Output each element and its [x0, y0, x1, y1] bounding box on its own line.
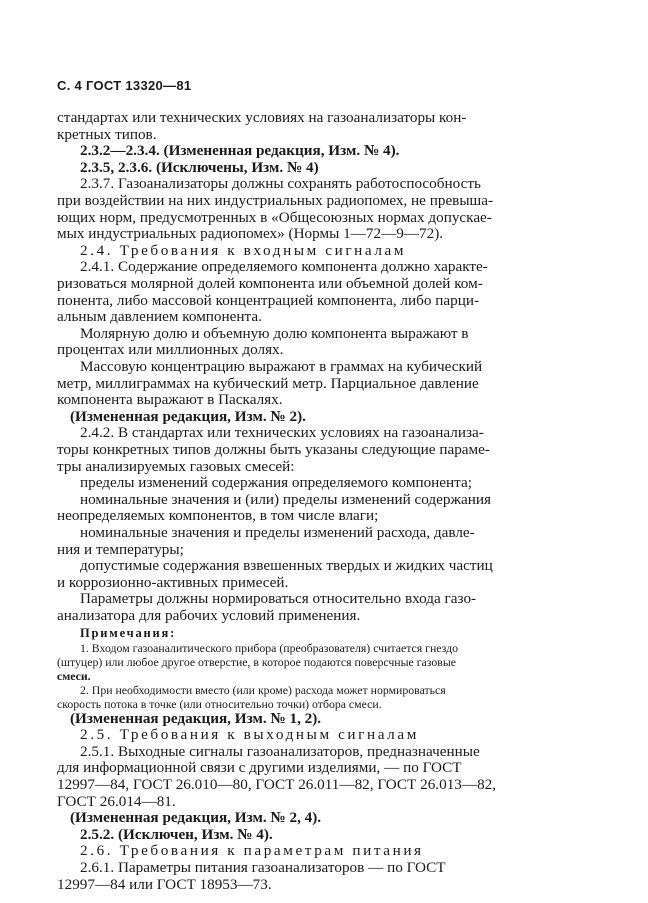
text-line: ГОСТ 26.014—81.: [57, 792, 176, 810]
text-line: неопределяемых компонентов, в том числе влаги;: [57, 507, 379, 525]
text-line: кретных типов.: [57, 125, 157, 143]
clause-2-6-1: 2.6.1. Параметры питания газоанализаторов — по ГОСТ: [80, 859, 446, 876]
amendment-note: 2.3.2—2.3.4. (Измененная редакция, Изм. № 4).: [80, 142, 400, 160]
text-line: понента, либо массовой концентрацией компонента, либо парци-: [57, 291, 480, 309]
clause-2-4-1: 2.4.1. Содержание определяемого компонента должно характе-: [80, 258, 488, 276]
note-item: (штуцер) или любое другое отверстие, в которое подаются поверсчные газовые: [57, 654, 457, 669]
note-item: 1. Входом газоаналитического прибора (преобразователя) считается гнездо: [80, 640, 458, 655]
clause-2-4-2: 2.4.2. В стандартах или технических условиях на газоанализа-: [80, 424, 484, 442]
text-line: Молярную долю и объемную долю компонента выражают в: [80, 324, 469, 342]
note-item: скорость потока в точке (или относительно точки) отбора смеси.: [57, 697, 382, 712]
text-line: торы конкретных типов должны быть указаны следующие параме-: [57, 441, 490, 458]
note-item: смеси.: [57, 669, 91, 683]
section-heading-power: 2.6. Требования к параметрам питания: [80, 842, 424, 860]
text-line: компонента выражают в Паскалях.: [57, 391, 283, 409]
text-line: ния и температуры;: [57, 540, 184, 558]
list-item: номинальные значения и (или) пределы изменений содержания: [80, 490, 491, 508]
note-item: 2. При необходимости вместо (или кроме) расхода может нормироваться: [80, 683, 446, 698]
clause-2-5-1: 2.5.1. Выходные сигналы газоанализаторов, предназначенные: [80, 742, 480, 760]
list-item: номинальные значения и пределы изменений расхода, давле-: [80, 524, 475, 541]
text-line: ющих норм, предусмотренных в «Общесоюзных нормах допускае-: [57, 208, 492, 226]
text-line: 12997—84 или ГОСТ 18953—73.: [57, 875, 272, 893]
text-line: процентах или миллионных долях.: [57, 341, 284, 359]
page-header: С. 4 ГОСТ 13320—81: [57, 78, 192, 93]
text-line: метр, миллиграммах на кубический метр. Парциальное давление: [57, 374, 479, 392]
text-line: при воздействии на них индустриальных радиопомех, не превыша-: [57, 192, 494, 209]
list-item: допустимые содержания взвешенных твердых и жидких частиц: [80, 557, 493, 575]
amendment-note: (Измененная редакция, Изм. № 2).: [70, 407, 306, 425]
amendment-note: (Измененная редакция, Изм. № 1, 2).: [70, 709, 322, 727]
text-line: Параметры должны нормироваться относительно входа газо-: [80, 590, 477, 608]
text-line: Массовую концентрацию выражают в граммах на кубический: [80, 358, 483, 375]
text-line: стандартах или технических условиях на газоанализаторы кон-: [57, 109, 467, 126]
text-line: 12997—84, ГОСТ 26.010—80, ГОСТ 26.011—82, ГОСТ 26.013—82,: [57, 776, 497, 793]
text-line: альным давлением компонента.: [57, 308, 262, 326]
excluded-note: 2.3.5, 2.3.6. (Исключены, Изм. № 4): [80, 158, 319, 176]
amendment-note: (Измененная редакция, Изм. № 2, 4).: [70, 809, 322, 827]
list-item: пределы изменений содержания определяемого компонента;: [80, 474, 472, 492]
text-line: анализатора для рабочих условий применения.: [57, 607, 361, 624]
excluded-note: 2.5.2. (Исключен, Изм. № 4).: [80, 825, 273, 843]
notes-heading: Примечания:: [80, 625, 177, 640]
text-line: тры анализируемых газовых смесей:: [57, 457, 295, 475]
text-line: и коррозионно-активных примесей.: [57, 573, 289, 591]
text-line: ризоваться молярной долей компонента или объемной долей ком-: [57, 275, 483, 292]
section-heading-output-signals: 2.5. Требования к выходным сигналам: [80, 726, 419, 744]
text-line: для информационной связи с другими изделиями, — по ГОСТ: [57, 759, 462, 777]
text-line: мых индустриальных радиопомех» (Нормы 1—72—9—72).: [57, 225, 444, 243]
clause-2-3-7: 2.3.7. Газоанализаторы должны сохранять работоспособность: [80, 175, 481, 193]
section-heading-input-signals: 2.4. Требования к входным сигналам: [80, 241, 407, 259]
